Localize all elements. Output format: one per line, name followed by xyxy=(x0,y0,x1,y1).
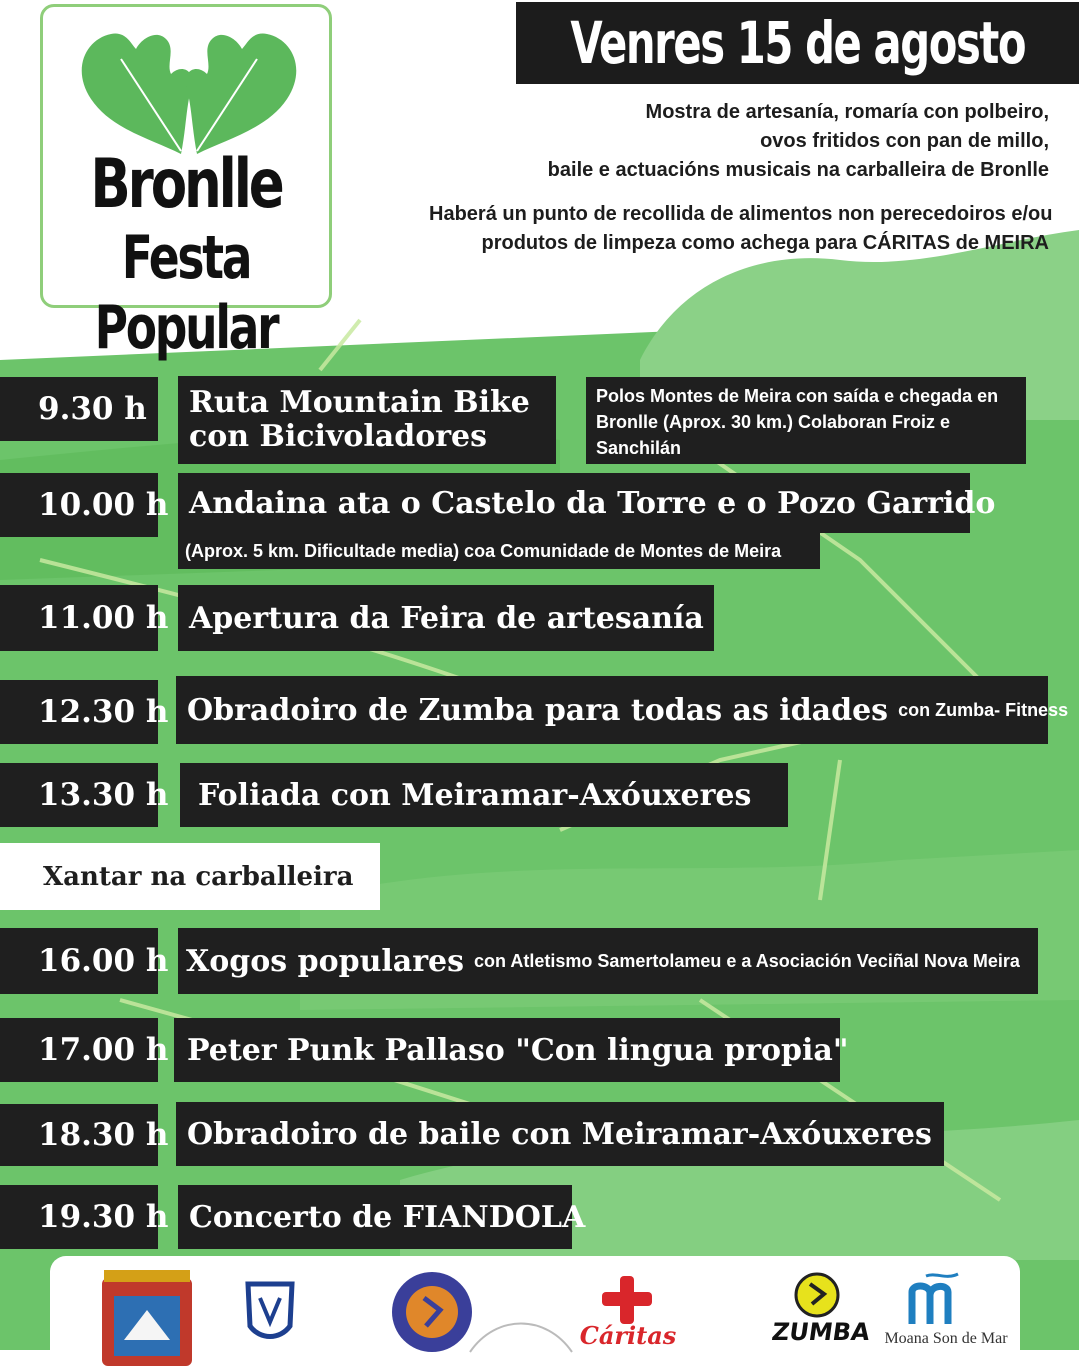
logo-title-bronlle: Bronlle xyxy=(90,145,282,224)
schedule-time: 18.30 h xyxy=(0,1104,158,1166)
schedule-event-title: Andaina ata o Castelo da Torre e o Pozo Garrido xyxy=(178,473,970,533)
zumba-label: ZUMBA xyxy=(770,1318,872,1346)
zumba-figure-icon xyxy=(794,1272,840,1318)
logo-title-festa-popular: Festa Popular xyxy=(94,223,278,363)
schedule-time: 12.30 h xyxy=(0,680,158,744)
municipal-crest-icon xyxy=(94,1270,200,1366)
lunch-label: Xantar na carballeira xyxy=(0,843,380,910)
caritas-cross-icon xyxy=(596,1274,658,1326)
schedule-event xyxy=(178,376,556,464)
schedule-time: 11.00 h xyxy=(0,585,158,651)
schedule-event-title: Foliada con Meiramar-Axóuxeres xyxy=(180,763,788,827)
caritas-label: Cáritas xyxy=(579,1321,677,1350)
schedule-time: 13.30 h xyxy=(0,763,158,827)
athletics-club-logo-icon xyxy=(390,1270,474,1354)
oak-leaves-icon xyxy=(71,19,307,159)
schedule-event xyxy=(178,928,1038,994)
intro-text xyxy=(429,98,1049,185)
schedule-event-title: Obradoiro de Zumba para todas as idades xyxy=(187,692,889,728)
schedule-event-title: Xogos populares xyxy=(186,943,464,979)
collection-line: Haberá un punto de recollida de alimentos non perecedoiros e/ou xyxy=(429,203,1053,225)
schedule-event-title: con Bicivoladores xyxy=(189,419,487,454)
collection-text xyxy=(429,200,1053,258)
schedule-subnote: (Aprox. 5 km. Dificultade media) coa Comunidade de Montes de Meira xyxy=(178,533,820,569)
intro-line: baile e actuacións musicais na carballeira de Bronlle xyxy=(547,159,1049,181)
comunidade-montes-logo-icon xyxy=(466,1294,576,1354)
schedule-event-title: Ruta Mountain Bike xyxy=(189,385,530,420)
date-banner-text: Venres 15 de agosto xyxy=(570,9,1025,77)
schedule-event xyxy=(176,676,1069,744)
logo-box xyxy=(40,4,332,363)
moana-m-icon xyxy=(906,1270,986,1326)
schedule-event-extra: con Zumba- Fitness xyxy=(898,699,1069,720)
collection-line: produtos de limpeza como achega para CÁRITAS de MEIRA xyxy=(481,232,1049,254)
intro-line: Mostra de artesanía, romaría con polbeiro, xyxy=(645,101,1049,123)
schedule-time: 19.30 h xyxy=(0,1185,158,1249)
schedule-time: 9.30 h xyxy=(0,377,158,441)
intro-line: ovos fritidos con pan de millo, xyxy=(760,130,1049,152)
schedule-time: 10.00 h xyxy=(0,473,158,537)
schedule-event-title: Concerto de FIANDOLA xyxy=(178,1185,572,1249)
schedule-event-title: Obradoiro de baile con Meiramar-Axóuxeres xyxy=(176,1102,944,1166)
schedule-event-title: Peter Punk Pallaso "Con lingua propia" xyxy=(174,1018,840,1082)
schedule-note: Polos Montes de Meira con saída e chegada en Bronlle (Aprox. 30 km.) Colaboran Froiz e Sanchilán xyxy=(586,377,1026,464)
schedule-time: 17.00 h xyxy=(0,1018,158,1082)
sponsors-strip xyxy=(50,1256,1020,1366)
moana-label: Moana Son de Mar xyxy=(884,1330,1008,1347)
schedule-time: 16.00 h xyxy=(0,928,158,994)
date-banner xyxy=(516,2,1079,84)
schedule-event-extra: con Atletismo Samertolameu e a Asociación Veciñal Nova Meira xyxy=(474,950,1020,971)
meiramar-logo-icon xyxy=(240,1278,300,1348)
schedule-event-title: Apertura da Feira de artesanía xyxy=(178,585,714,651)
